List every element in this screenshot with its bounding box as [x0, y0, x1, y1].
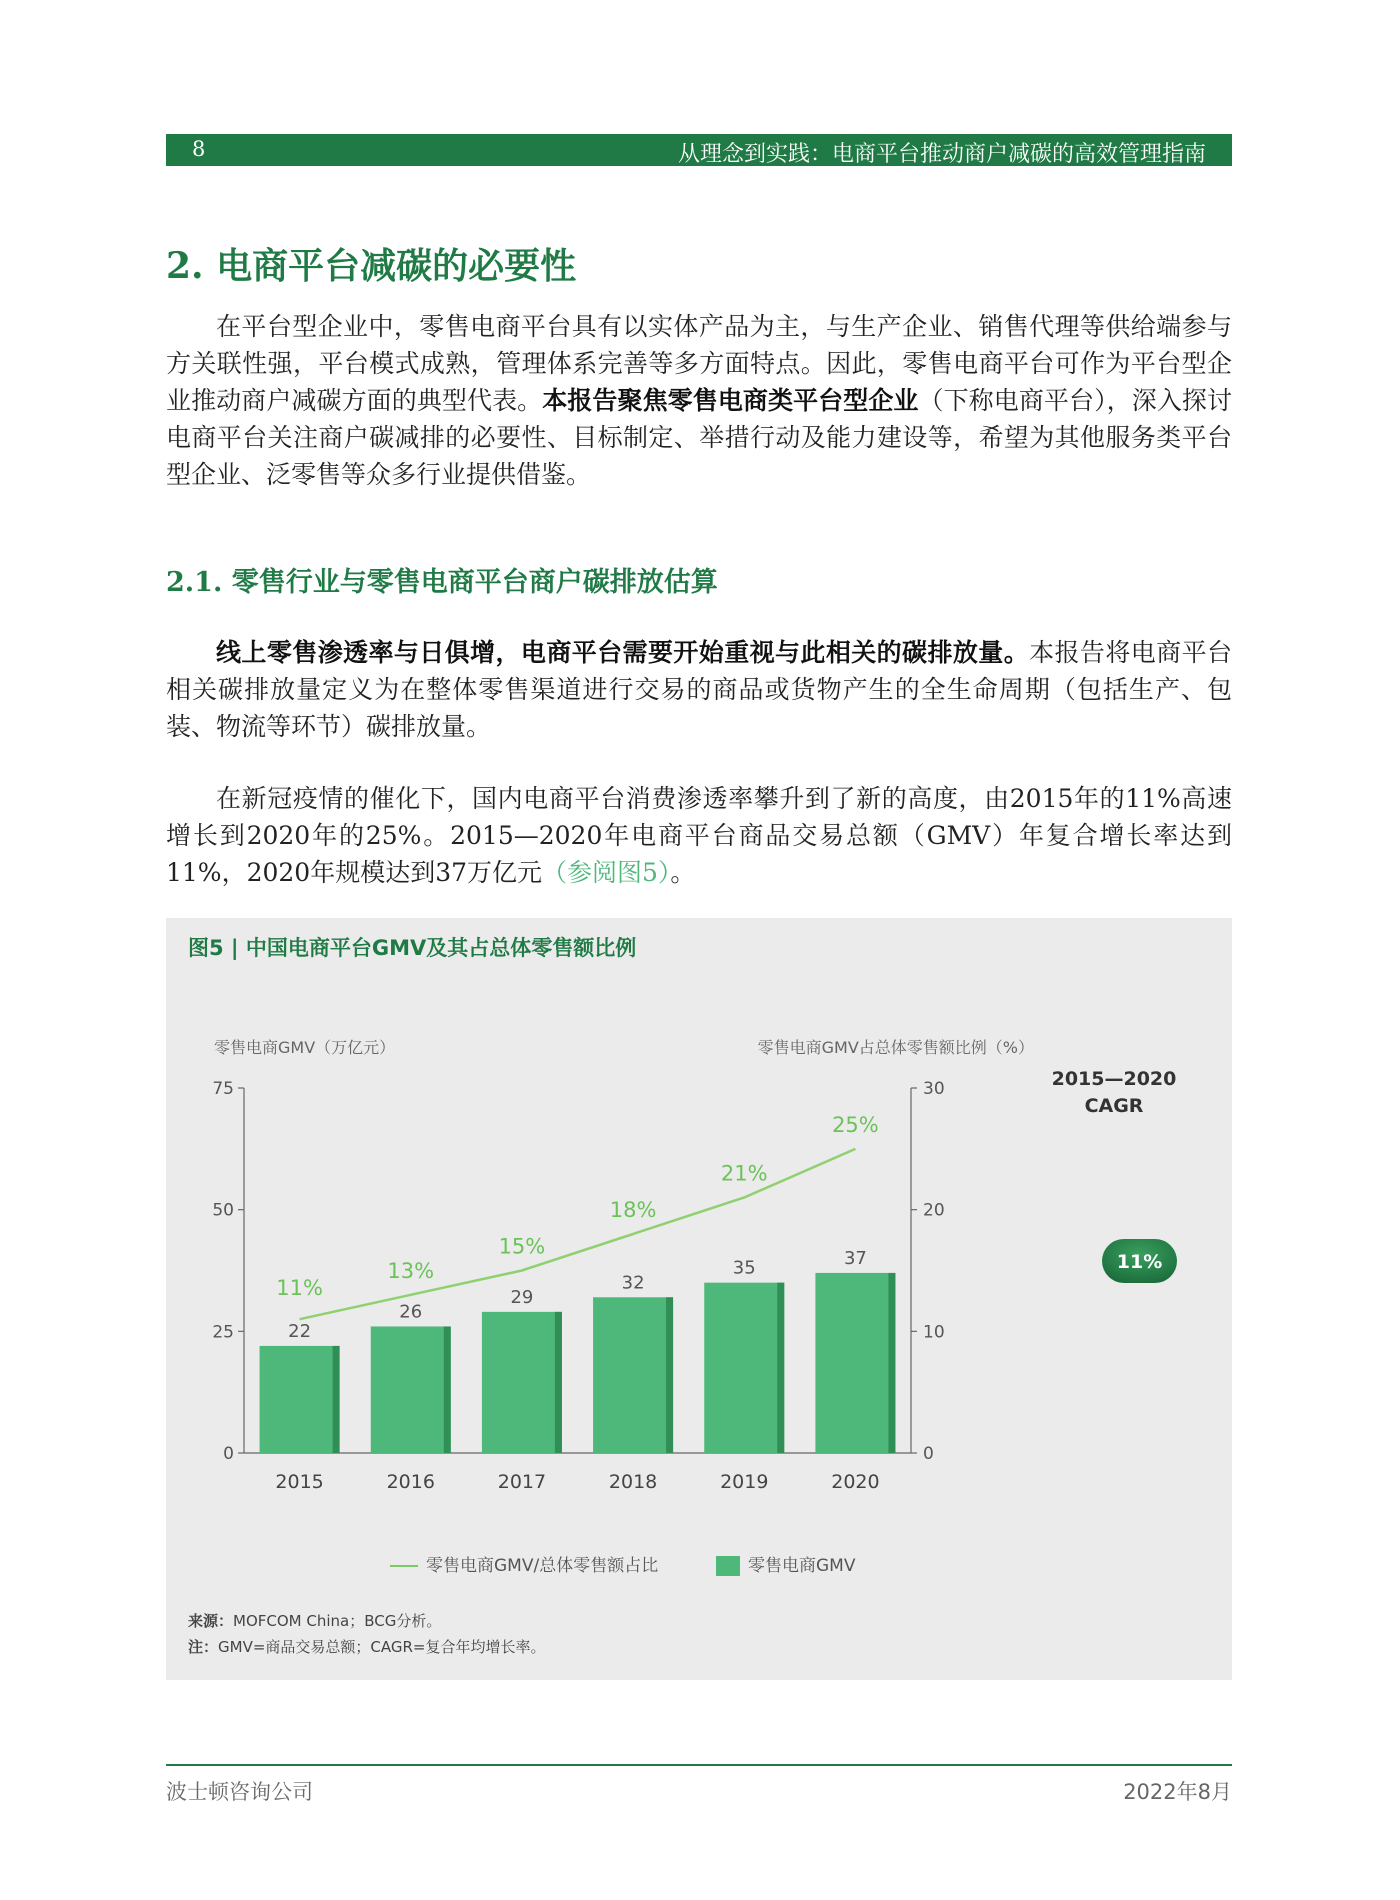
emission-bold-text: 线上零售渗透率与日俱增，电商平台需要开始重视与此相关的碳排放量。	[216, 638, 1030, 667]
legend-bar-swatch	[716, 1556, 740, 1576]
left-tick-label: 25	[212, 1322, 234, 1343]
legend-line-swatch	[390, 1565, 418, 1567]
report-title: 从理念到实践：电商平台推动商户减碳的高效管理指南	[677, 142, 1206, 167]
subsection-title: 2.1. 零售行业与零售电商平台商户碳排放估算	[166, 567, 718, 598]
gmv-bar	[482, 1312, 562, 1453]
x-tick-label: 2018	[608, 1471, 658, 1493]
right-tick-label: 10	[923, 1322, 945, 1343]
gmv-bar-shade	[777, 1283, 784, 1453]
footer-company: 波士顿咨询公司	[166, 1780, 313, 1804]
share-value-label: 18%	[609, 1198, 657, 1222]
x-tick-label: 2016	[386, 1471, 435, 1493]
legend-bar-item: 零售电商GMV	[716, 1551, 855, 1576]
figure-reference-link[interactable]: （参阅图5）	[542, 858, 671, 887]
gmv-bar	[371, 1326, 451, 1453]
section-title: 2. 电商平台减碳的必要性	[166, 245, 577, 287]
gmv-value-label: 22	[288, 1320, 312, 1342]
legend-line-item: 零售电商GMV/总体零售额占比	[390, 1551, 658, 1576]
gmv-value-label: 37	[843, 1247, 867, 1269]
share-value-label: 15%	[498, 1234, 546, 1259]
intro-bold-text: 本报告聚焦零售电商类平台型企业	[542, 386, 919, 415]
x-tick-label: 2015	[275, 1471, 324, 1493]
left-axis-title: 零售电商GMV（万亿元）	[214, 1038, 396, 1057]
cagr-value: 11%	[1116, 1251, 1163, 1273]
figure-title: 图5 | 中国电商平台GMV及其占总体零售额比例	[188, 936, 637, 960]
share-value-label: 11%	[276, 1276, 323, 1301]
share-value-label: 21%	[720, 1161, 768, 1186]
gmv-bar-shade	[555, 1312, 562, 1453]
cagr-label: 2015—2020 CAGR	[1051, 1068, 1177, 1117]
left-tick-label: 0	[223, 1444, 234, 1464]
right-tick-label: 30	[923, 1079, 945, 1099]
figure-5	[166, 918, 1232, 1680]
page-number: 8	[192, 137, 206, 161]
source-note: 来源：MOFCOM China；BCG分析。	[188, 1612, 442, 1630]
right-tick-label: 0	[923, 1444, 934, 1464]
footer-divider	[166, 1764, 1232, 1766]
intro-paragraph: 在平台型企业中，零售电商平台具有以实体产品为主，与生产企业、销售代理等供给端参与方关联性强，平台模式成熟，管理体系完善等多方面特点。因此，零售电商平台可作为平台型企业推动商户减碳方面的典型代表。本报告聚焦零售电商类平台型企业（下称电商平台），深入探讨电商平台关注商户碳减排的必要性、目标制定、举措行动及能力建设等，希望为其他服务类平台型企业、泛零售等众多行业提供借鉴。	[166, 312, 1232, 489]
gmv-bar-shade	[333, 1346, 340, 1453]
x-tick-label: 2019	[720, 1471, 769, 1493]
share-value-label: 25%	[832, 1112, 879, 1137]
share-value-label: 13%	[387, 1258, 435, 1283]
footer-date: 2022年8月	[1123, 1780, 1232, 1804]
gmv-value-label: 32	[621, 1272, 645, 1294]
gmv-value-label: 29	[510, 1286, 534, 1308]
gmv-bar	[704, 1283, 784, 1453]
header-bar	[166, 134, 1232, 166]
x-tick-label: 2017	[497, 1471, 547, 1493]
left-tick-label: 75	[212, 1079, 234, 1099]
gmv-bar-shade	[888, 1273, 895, 1453]
gmv-bar	[815, 1273, 895, 1453]
right-tick-label: 20	[923, 1200, 945, 1221]
gmv-value-label: 35	[732, 1257, 756, 1279]
gmv-bar	[260, 1346, 340, 1453]
gmv-bar-shade	[444, 1326, 451, 1453]
x-tick-label: 2020	[831, 1471, 880, 1493]
gmv-bar-shade	[666, 1297, 673, 1453]
gmv-chart	[166, 918, 1232, 1518]
emission-paragraph: 线上零售渗透率与日俱增，电商平台需要开始重视与此相关的碳排放量。本报告将电商平台相关碳排放量定义为在整体零售渠道进行交易的商品或货物产生的全生命周期（包括生产、包装、物流等环节）碳排放量。	[166, 638, 1232, 741]
gmv-bar	[593, 1297, 673, 1453]
gmv-paragraph: 在新冠疫情的催化下，国内电商平台消费渗透率攀升到了新的高度，由2015年的11%高速增长到2020年的25%。2015—2020年电商平台商品交易总额（GMV）年复合增长率达到11%，2020年规模达到37万亿元（参阅图5）。	[166, 784, 1232, 887]
definition-note: 注：GMV=商品交易总额；CAGR=复合年均增长率。	[188, 1638, 546, 1656]
gmv-value-label: 26	[399, 1301, 423, 1323]
left-tick-label: 50	[212, 1200, 234, 1221]
right-axis-title: 零售电商GMV占总体零售额比例（%）	[757, 1038, 1034, 1057]
